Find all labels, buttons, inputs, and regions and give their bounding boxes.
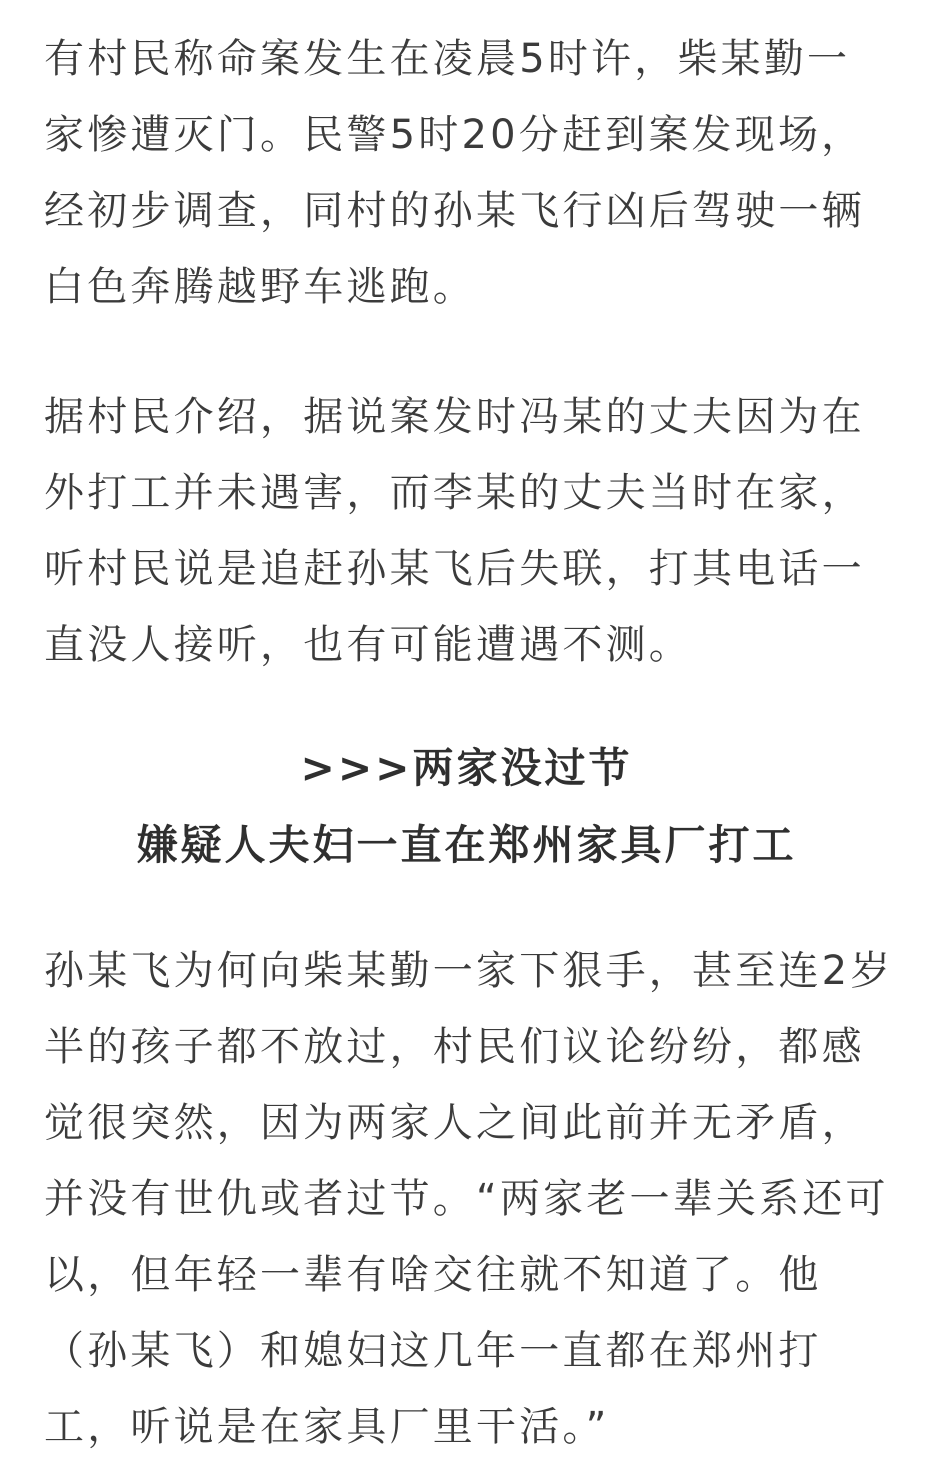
paragraph-line: 以，但年轻一辈有啥交往就不知道了。他 <box>44 1252 822 1298</box>
paragraph-line: 白色奔腾越野车逃跑。 <box>44 264 476 310</box>
paragraph-line: （孙某飞）和媳妇这几年一直都在郑州打 <box>44 1328 822 1374</box>
paragraph-3 <box>44 933 894 1465</box>
paragraph-line: 并没有世仇或者过节。“两家老一辈关系还可 <box>44 1176 889 1222</box>
paragraph-line: 觉很突然，因为两家人之间此前并无矛盾， <box>44 1100 865 1146</box>
paragraph-2 <box>44 379 894 683</box>
paragraph-line: 半的孩子都不放过，村民们议论纷纷，都感 <box>44 1024 865 1070</box>
paragraph-line: 听村民说是追赶孙某飞后失联，打其电话一 <box>44 546 865 592</box>
paragraph-line: 工，听说是在家具厂里干活。” <box>44 1404 610 1450</box>
paragraph-line: 孙某飞为何向柴某勤一家下狠手，甚至连2岁 <box>44 948 894 994</box>
paragraph-line: 家惨遭灭门。民警5时20分赶到案发现场， <box>44 112 865 158</box>
section-heading-line-2: 嫌疑人夫妇一直在郑州家具厂打工 <box>136 821 797 869</box>
paragraph-1 <box>44 21 894 325</box>
section-heading-line-1: >>>两家没过节 <box>300 744 633 792</box>
paragraph-line: 外打工并未遇害，而李某的丈夫当时在家， <box>44 470 865 516</box>
paragraph-line: 直没人接听，也有可能遭遇不测。 <box>44 622 692 668</box>
paragraph-line: 有村民称命案发生在凌晨5时许，柴某勤一 <box>44 36 851 82</box>
paragraph-line: 据村民介绍，据说案发时冯某的丈夫因为在 <box>44 394 865 440</box>
paragraph-line: 经初步调查，同村的孙某飞行凶后驾驶一辆 <box>44 188 865 234</box>
